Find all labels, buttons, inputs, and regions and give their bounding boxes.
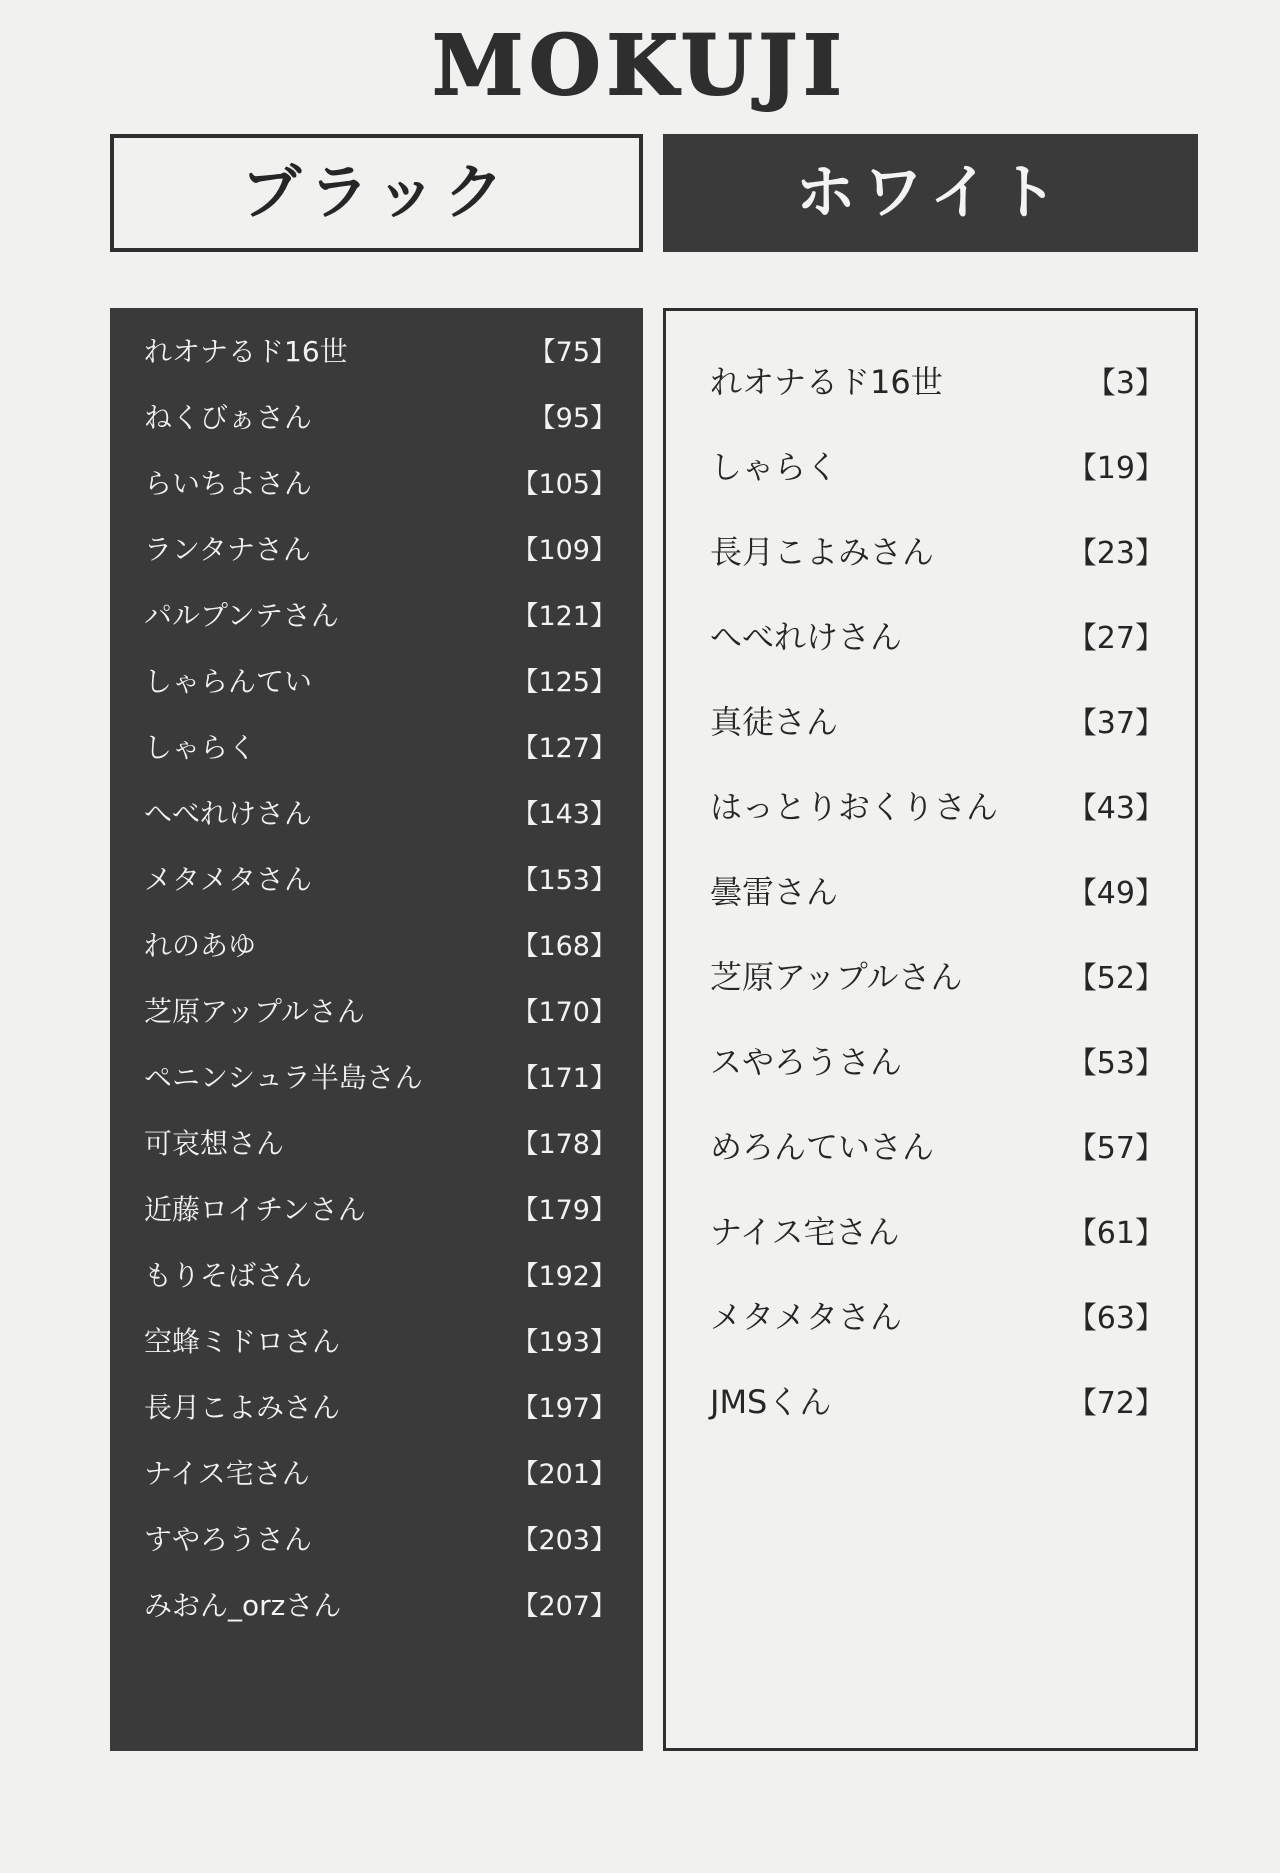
toc-entry-page-number: 【127】 <box>511 733 617 764</box>
column-header-white-label: ホワイト <box>795 158 1066 228</box>
toc-entry-page-number: 【19】 <box>1066 451 1165 486</box>
toc-entry-name: めろんていさん <box>710 1128 935 1166</box>
toc-entry[interactable] <box>710 952 1165 1037</box>
toc-entry-name: 芝原アップルさん <box>710 958 963 996</box>
toc-entry[interactable] <box>710 527 1165 612</box>
toc-entry-page-number: 【153】 <box>511 865 617 896</box>
toc-entry[interactable] <box>144 1056 617 1122</box>
toc-entry-name: 空蜂ミドロさん <box>144 1325 341 1358</box>
column-header-black-label: ブラック <box>241 158 512 228</box>
toc-entry[interactable] <box>710 1377 1165 1462</box>
toc-entry-page-number: 【37】 <box>1066 706 1165 741</box>
toc-entry-page-number: 【23】 <box>1066 536 1165 571</box>
toc-entry[interactable] <box>710 357 1165 442</box>
toc-list-white <box>663 308 1198 1751</box>
toc-entry[interactable] <box>710 612 1165 697</box>
toc-entry-name: はっとりおくりさん <box>710 788 999 826</box>
toc-entry-name: ナイス宅さん <box>144 1457 310 1490</box>
toc-entry-name: らいちよさん <box>144 467 313 500</box>
toc-entry-page-number: 【109】 <box>511 535 617 566</box>
toc-entry[interactable] <box>710 442 1165 527</box>
toc-entry[interactable] <box>144 528 617 594</box>
toc-entry-page-number: 【3】 <box>1085 366 1165 401</box>
toc-entry-name: もりそばさん <box>144 1259 313 1292</box>
toc-entry-page-number: 【193】 <box>511 1327 617 1358</box>
toc-entry-name: 真徒さん <box>710 703 839 741</box>
toc-entry[interactable] <box>710 782 1165 867</box>
toc-entry[interactable] <box>144 1386 617 1452</box>
toc-entry-name: 可哀想さん <box>144 1127 285 1160</box>
toc-entry-name: れオナるド16世 <box>710 363 943 401</box>
toc-entry[interactable] <box>144 1254 617 1320</box>
toc-entry[interactable] <box>710 1292 1165 1377</box>
toc-entry-page-number: 【95】 <box>528 403 617 434</box>
toc-entry-name: ランタナさん <box>144 533 311 566</box>
toc-entry[interactable] <box>144 924 617 990</box>
toc-entry[interactable] <box>710 1207 1165 1292</box>
toc-entry-name: みおん_orzさん <box>144 1589 342 1622</box>
toc-entry[interactable] <box>144 858 617 924</box>
toc-entry[interactable] <box>144 1584 617 1650</box>
toc-entry-page-number: 【53】 <box>1066 1046 1165 1081</box>
toc-entry-page-number: 【178】 <box>511 1129 617 1160</box>
toc-entry-page-number: 【207】 <box>511 1591 617 1622</box>
toc-entry-name: JMSくん <box>710 1383 832 1421</box>
toc-entry-name: 近藤ロイチンさん <box>144 1193 366 1226</box>
toc-entry-page-number: 【52】 <box>1066 961 1165 996</box>
page-title: MOKUJI <box>432 18 848 114</box>
toc-entry[interactable] <box>144 594 617 660</box>
toc-entry-name: しゃらく <box>144 731 257 764</box>
toc-entry-name: ナイス宅さん <box>710 1213 900 1251</box>
toc-entry-name: メタメタさん <box>144 863 313 896</box>
toc-entry-page-number: 【179】 <box>511 1195 617 1226</box>
toc-entry-name: 曇雷さん <box>710 873 839 911</box>
toc-entry[interactable] <box>144 1452 617 1518</box>
toc-entry-name: スやろうさん <box>710 1043 903 1081</box>
toc-entry[interactable] <box>144 1188 617 1254</box>
toc-entry[interactable] <box>710 1037 1165 1122</box>
toc-entry[interactable] <box>710 1122 1165 1207</box>
toc-entry-page-number: 【125】 <box>511 667 617 698</box>
toc-entry-name: ねくびぁさん <box>144 401 313 434</box>
toc-entry[interactable] <box>710 697 1165 782</box>
toc-entry-name: 長月こよみさん <box>144 1391 341 1424</box>
toc-list-black <box>110 308 643 1751</box>
toc-entry-name: へべれけさん <box>710 618 903 656</box>
toc-entry-page-number: 【170】 <box>511 997 617 1028</box>
toc-entry[interactable] <box>144 726 617 792</box>
toc-entry[interactable] <box>710 867 1165 952</box>
toc-entry-page-number: 【63】 <box>1066 1301 1165 1336</box>
toc-entry-page-number: 【143】 <box>511 799 617 830</box>
toc-entry-page-number: 【121】 <box>511 601 617 632</box>
toc-entry-page-number: 【27】 <box>1066 621 1165 656</box>
toc-entry-page-number: 【43】 <box>1066 791 1165 826</box>
toc-entry-page-number: 【75】 <box>528 337 617 368</box>
toc-entry[interactable] <box>144 1518 617 1584</box>
column-header-white <box>663 134 1198 252</box>
toc-entry-name: メタメタさん <box>710 1298 903 1336</box>
toc-entry-page-number: 【171】 <box>511 1063 617 1094</box>
toc-entry-page-number: 【57】 <box>1066 1131 1165 1166</box>
toc-entry-name: れオナるド16世 <box>144 335 348 368</box>
toc-entry-name: 長月こよみさん <box>710 533 935 571</box>
toc-entry[interactable] <box>144 1320 617 1386</box>
toc-entry-page-number: 【197】 <box>511 1393 617 1424</box>
toc-entry-page-number: 【192】 <box>511 1261 617 1292</box>
toc-entry-name: ペニンシュラ半島さん <box>144 1061 423 1094</box>
toc-entry-name: しゃらんてい <box>144 665 313 698</box>
toc-entry-name: すやろうさん <box>144 1523 313 1556</box>
toc-entry[interactable] <box>144 462 617 528</box>
toc-entry[interactable] <box>144 396 617 462</box>
toc-entry-page-number: 【61】 <box>1066 1216 1165 1251</box>
toc-entry-name: へべれけさん <box>144 797 313 830</box>
toc-entry-name: しゃらく <box>710 448 839 486</box>
toc-entry-page-number: 【168】 <box>511 931 617 962</box>
toc-entry-page-number: 【203】 <box>511 1525 617 1556</box>
toc-entry[interactable] <box>144 660 617 726</box>
toc-entry[interactable] <box>144 792 617 858</box>
toc-entry[interactable] <box>144 330 617 396</box>
column-header-black <box>110 134 643 252</box>
toc-entry-page-number: 【201】 <box>511 1459 617 1490</box>
toc-entry-page-number: 【49】 <box>1066 876 1165 911</box>
toc-entry-name: パルプンテさん <box>144 599 339 632</box>
toc-entry-page-number: 【72】 <box>1066 1386 1165 1421</box>
toc-entry[interactable] <box>144 1122 617 1188</box>
toc-entry-name: れのあゆ <box>144 929 257 962</box>
toc-entry-page-number: 【105】 <box>511 469 617 500</box>
toc-entry-name: 芝原アップルさん <box>144 995 365 1028</box>
toc-entry[interactable] <box>144 990 617 1056</box>
